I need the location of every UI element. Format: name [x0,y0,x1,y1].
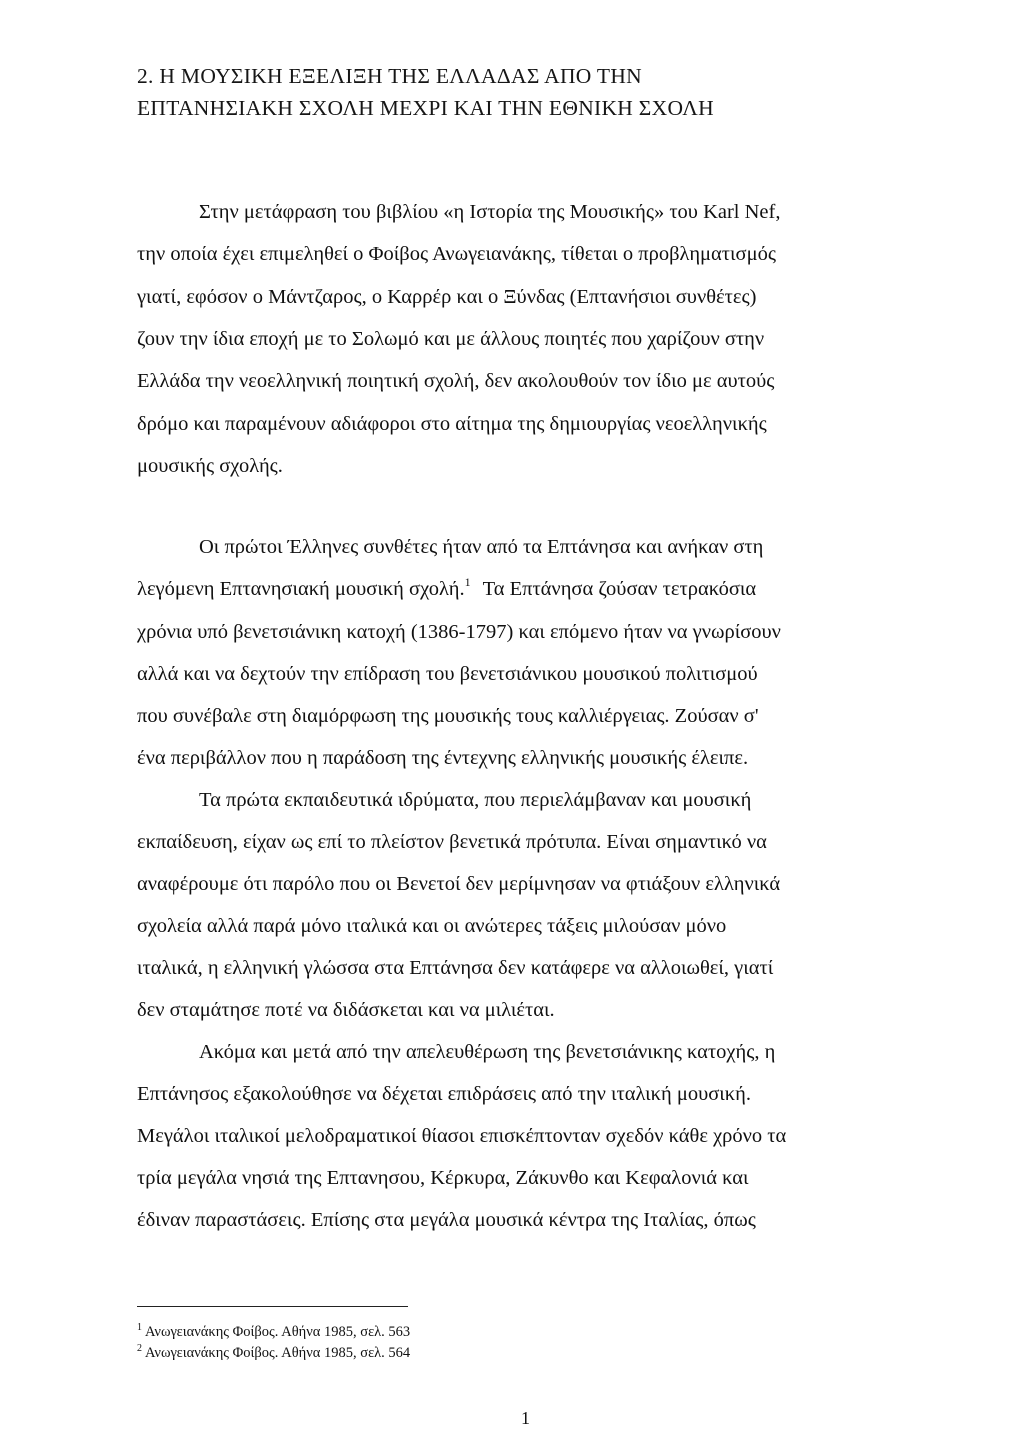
heading-line-2: ΕΠΤΑΝΗΣΙΑΚΗ ΣΧΟΛΗ ΜΕΧΡΙ ΚΑΙ ΤΗΝ ΕΘΝΙΚΗ ΣΧΟΛΗ [137,96,714,120]
body-line: έδιναν παραστάσεις. Επίσης στα μεγάλα μουσικά κέντρα της Ιταλίας, όπως [137,1209,756,1231]
body-line: που συνέβαλε στη διαμόρφωση της μουσικής τους καλλιέργειας. Ζούσαν σ' [137,705,759,727]
body-line: εκπαίδευση, είχαν ως επί το πλείστον βενετικά πρότυπα. Είναι σημαντικό να [137,831,767,853]
body-line: Ελλάδα την νεοελληνική ποιητική σχολή, δεν ακολουθούν τον ίδιο με αυτούς [137,370,775,392]
body-line: ένα περιβάλλον που η παράδοση της έντεχνης ελληνικής μουσικής έλειπε. [137,747,749,769]
footnote-text: Ανωγειανάκης Φοίβος. Αθήνα 1985, σελ. 564 [145,1345,411,1361]
body-line: χρόνια υπό βενετσιάνικη κατοχή (1386-1797) και επόμενο ήταν να γνωρίσουν [137,621,781,643]
body-line: γιατί, εφόσον ο Μάντζαρος, ο Καρρέρ και ο Ξύνδας (Επτανήσιοι συνθέτες) [137,286,757,308]
footnote-number: 1 [137,1322,142,1333]
body-line: δρόμο και παραμένουν αδιάφοροι στο αίτημα της δημιουργίας νεοελληνικής [137,413,767,435]
page-number: 1 [521,1408,530,1428]
heading-line-1: 2. Η ΜΟΥΣΙΚΗ ΕΞΕΛΙΞΗ ΤΗΣ ΕΛΛΑΔΑΣ ΑΠΟ ΤΗΝ [137,64,642,88]
body-line: Επτάνησος εξακολούθησε να δέχεται επιδράσεις από την ιταλική μουσική. [137,1083,751,1105]
body-line: ιταλικά, η ελληνική γλώσσα στα Επτάνησα δεν κατάφερε να αλλοιωθεί, γιατί [137,957,774,979]
body-line: τρία μεγάλα νησιά της Επτανησου, Κέρκυρα, Ζάκυνθο και Κεφαλονιά και [137,1167,749,1189]
body-line: Τα πρώτα εκπαιδευτικά ιδρύματα, που περιελάμβαναν και μουσική [199,789,752,811]
footnote-number: 2 [137,1343,142,1354]
footnote-reference: 1 [464,575,471,589]
footnote [137,1344,410,1362]
body-line: ζουν την ίδια εποχή με το Σολωμό και με άλλους ποιητές που χαρίζουν στην [137,328,765,350]
body-line: μουσικής σχολής. [137,455,283,477]
body-text: λεγόμενη Επτανησιακή μουσική σχολή. [137,578,465,600]
body-line: αλλά και να δεχτούν την επίδραση του βενετσιάνικου μουσικού πολιτισμού [137,663,758,685]
body-line: Στην μετάφραση του βιβλίου «η Ιστορία της Μουσικής» του Karl Nef, [199,201,781,223]
body-line: Μεγάλοι ιταλικοί μελοδραματικοί θίασοι επισκέπτονταν σχεδόν κάθε χρόνο τα [137,1125,787,1147]
body-text: Τα Επτάνησα ζούσαν τετρακόσια [482,578,757,600]
body-line: δεν σταμάτησε ποτέ να διδάσκεται και να μιλιέται. [137,999,555,1021]
body-line-with-footnote [137,577,756,601]
body-line: Ακόμα και μετά από την απελευθέρωση της βενετσιάνικης κατοχής, η [199,1041,776,1063]
footnote [137,1323,410,1341]
body-line: την οποία έχει επιμεληθεί ο Φοίβος Ανωγειανάκης, τίθεται ο προβληματισμός [137,243,776,265]
footnote-text: Ανωγειανάκης Φοίβος. Αθήνα 1985, σελ. 563 [145,1324,411,1340]
body-line: Οι πρώτοι Έλληνες συνθέτες ήταν από τα Επτάνησα και ανήκαν στη [199,536,764,558]
footnote-separator [137,1306,408,1307]
body-line: σχολεία αλλά παρά μόνο ιταλικά και οι ανώτερες τάξεις μιλούσαν μόνο [137,915,727,937]
body-line: αναφέρουμε ότι παρόλο που οι Βενετοί δεν μερίμνησαν να φτιάξουν ελληνικά [137,873,781,895]
section-heading [137,60,714,124]
